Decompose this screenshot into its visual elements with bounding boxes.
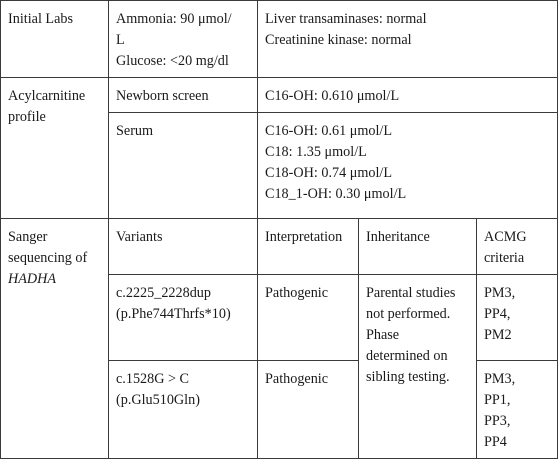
variant-2-interpretation-cell [258, 361, 359, 459]
initial-labs-liver-ck-cell [258, 1, 558, 78]
variant-2-acmg-4: PP4 [484, 434, 507, 450]
serum-c18oh-value: C18-OH: 0.74 μmol/L [265, 165, 393, 181]
acylcarnitine-header [1, 78, 109, 219]
interpretation-header-cell [258, 219, 359, 275]
serum-c18-1oh-value: C18_1-OH: 0.30 μmol/L [265, 186, 407, 202]
acylcarnitine-label-line1: Acylcarnitine [8, 88, 86, 104]
variant-2-cell [109, 361, 258, 459]
acylcarnitine-newborn-row [1, 78, 558, 113]
sanger-header [1, 219, 109, 459]
variant-1-interpretation-cell [258, 275, 359, 361]
ammonia-value: Ammonia: 90 μmol/ [116, 11, 232, 27]
sanger-label-line2: sequencing of [8, 250, 88, 266]
serum-label: Serum [116, 123, 154, 139]
newborn-screen-label-cell [109, 78, 258, 113]
variant-1-acmg-cell [477, 275, 558, 361]
inheritance-note-line2: not performed. [366, 306, 451, 322]
inheritance-note-cell [359, 275, 477, 459]
initial-labs-header [1, 1, 109, 78]
variant-1-cell [109, 275, 258, 361]
variant-2-cdna: c.1528G > C [116, 371, 190, 387]
inheritance-note-line1: Parental studies [366, 285, 456, 301]
initial-labs-ammonia-glucose-cell [109, 1, 258, 78]
sanger-label-line1: Sanger [8, 229, 48, 245]
acmg-header-cell [477, 219, 558, 275]
inheritance-note-line5: sibling testing. [366, 369, 450, 385]
variant-1-cdna: c.2225_2228dup [116, 285, 211, 301]
variant-1-acmg-3: PM2 [484, 327, 512, 343]
serum-c18-value: C18: 1.35 μmol/L [265, 144, 367, 160]
ammonia-unit-continued: L [116, 32, 125, 48]
inheritance-header: Inheritance [366, 229, 430, 245]
serum-label-cell [109, 113, 258, 219]
initial-labs-row [1, 1, 558, 78]
newborn-screen-values-cell [258, 78, 558, 113]
variant-2-acmg-3: PP3, [484, 413, 511, 429]
acylcarnitine-label-line2: profile [8, 109, 46, 125]
inheritance-header-cell [359, 219, 477, 275]
sanger-header-row [1, 219, 558, 275]
variant-1-acmg-2: PP4, [484, 306, 511, 322]
inheritance-note-line4: determined on [366, 348, 448, 364]
glucose-value: Glucose: <20 mg/dl [116, 53, 229, 69]
variant-2-acmg-cell [477, 361, 558, 459]
variant-2-interpretation: Pathogenic [265, 371, 329, 387]
creatinine-kinase-value: Creatinine kinase: normal [265, 32, 412, 48]
inheritance-note-line3: Phase [366, 327, 400, 343]
variant-2-acmg-2: PP1, [484, 392, 511, 408]
serum-c16oh-value: C16-OH: 0.61 μmol/L [265, 123, 393, 139]
variant-1-interpretation: Pathogenic [265, 285, 329, 301]
acmg-header-line1: ACMG [484, 229, 527, 245]
newborn-screen-label: Newborn screen [116, 88, 209, 104]
variant-2-acmg-1: PM3, [484, 371, 516, 387]
sanger-gene-name: HADHA [8, 271, 57, 287]
acmg-header-line2: criteria [484, 250, 525, 266]
variant-2-protein: (p.Glu510Gln) [116, 392, 200, 408]
variant-1-protein: (p.Phe744Thrfs*10) [116, 306, 231, 322]
variants-header-cell [109, 219, 258, 275]
variant-1-acmg-1: PM3, [484, 285, 516, 301]
interpretation-header: Interpretation [265, 229, 343, 245]
initial-labs-label: Initial Labs [8, 11, 74, 27]
liver-transaminases-value: Liver transaminases: normal [265, 11, 427, 27]
serum-values-cell [258, 113, 558, 219]
newborn-c16oh-value: C16-OH: 0.610 μmol/L [265, 88, 400, 104]
variants-header: Variants [116, 229, 163, 245]
